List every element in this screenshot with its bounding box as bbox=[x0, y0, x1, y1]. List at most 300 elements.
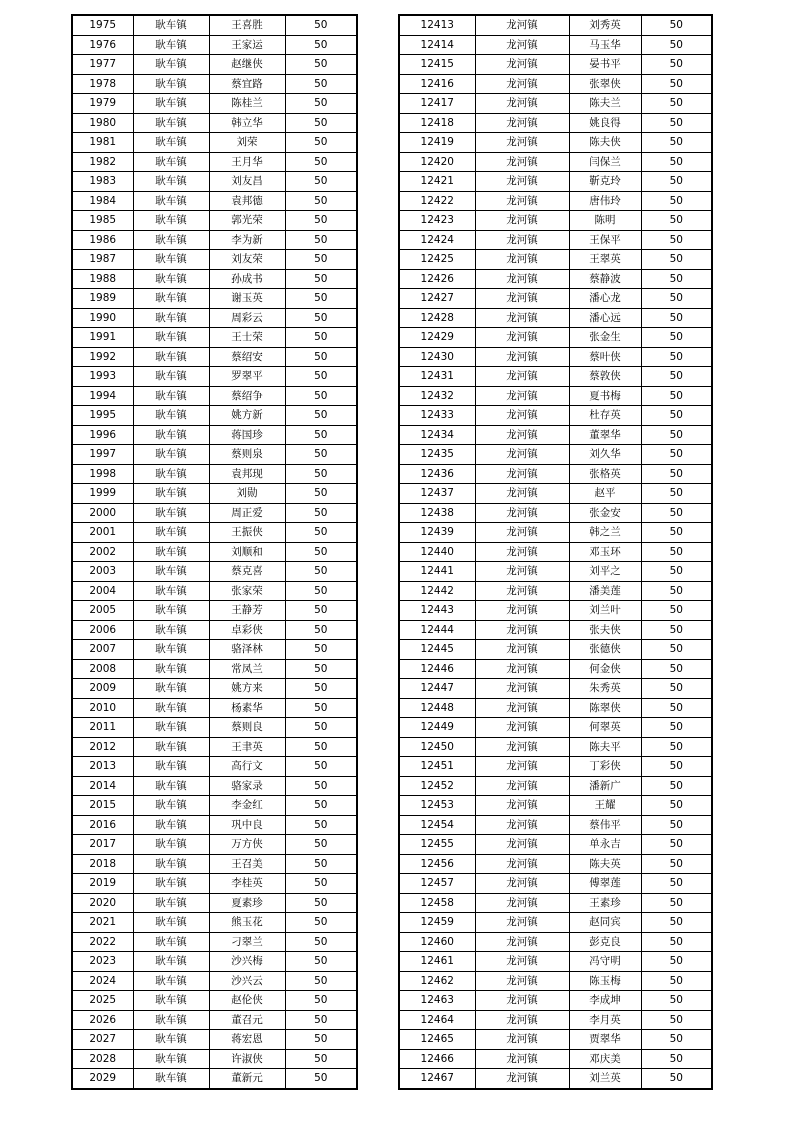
serial-number-cell: 12464 bbox=[399, 1010, 475, 1030]
amount-cell: 50 bbox=[285, 172, 357, 192]
town-cell: 耿车镇 bbox=[133, 854, 209, 874]
name-cell: 何翠英 bbox=[569, 718, 641, 738]
table-row bbox=[399, 172, 712, 192]
town-cell: 耿车镇 bbox=[133, 445, 209, 465]
amount-cell: 50 bbox=[641, 1010, 712, 1030]
name-cell: 许淑侠 bbox=[209, 1049, 285, 1069]
table-row bbox=[72, 913, 357, 933]
name-cell: 张翠侠 bbox=[569, 74, 641, 94]
amount-cell: 50 bbox=[285, 113, 357, 133]
amount-cell: 50 bbox=[641, 913, 712, 933]
name-cell: 何金侠 bbox=[569, 659, 641, 679]
table-row bbox=[72, 230, 357, 250]
town-cell: 龙河镇 bbox=[475, 757, 569, 777]
town-cell: 耿车镇 bbox=[133, 1049, 209, 1069]
serial-number-cell: 12454 bbox=[399, 815, 475, 835]
town-cell: 耿车镇 bbox=[133, 152, 209, 172]
table-row bbox=[72, 874, 357, 894]
table-row bbox=[72, 15, 357, 35]
table-row bbox=[399, 601, 712, 621]
table-row bbox=[72, 503, 357, 523]
serial-number-cell: 2011 bbox=[72, 718, 133, 738]
table-row bbox=[399, 484, 712, 504]
table-row bbox=[399, 308, 712, 328]
serial-number-cell: 1991 bbox=[72, 328, 133, 348]
town-cell: 龙河镇 bbox=[475, 952, 569, 972]
amount-cell: 50 bbox=[641, 94, 712, 114]
name-cell: 蔡则泉 bbox=[209, 445, 285, 465]
table-row bbox=[72, 737, 357, 757]
amount-cell: 50 bbox=[641, 971, 712, 991]
name-cell: 陈夫侠 bbox=[569, 133, 641, 153]
town-cell: 龙河镇 bbox=[475, 581, 569, 601]
town-cell: 龙河镇 bbox=[475, 55, 569, 75]
amount-cell: 50 bbox=[285, 308, 357, 328]
name-cell: 唐伟玲 bbox=[569, 191, 641, 211]
table-row bbox=[72, 698, 357, 718]
name-cell: 董翠华 bbox=[569, 425, 641, 445]
amount-cell: 50 bbox=[641, 191, 712, 211]
amount-cell: 50 bbox=[285, 74, 357, 94]
table-row bbox=[399, 1030, 712, 1050]
table-row bbox=[399, 1049, 712, 1069]
serial-number-cell: 12437 bbox=[399, 484, 475, 504]
serial-number-cell: 12465 bbox=[399, 1030, 475, 1050]
town-cell: 耿车镇 bbox=[133, 659, 209, 679]
table-row bbox=[72, 601, 357, 621]
amount-cell: 50 bbox=[641, 328, 712, 348]
serial-number-cell: 12459 bbox=[399, 913, 475, 933]
serial-number-cell: 12425 bbox=[399, 250, 475, 270]
town-cell: 龙河镇 bbox=[475, 15, 569, 35]
table-row bbox=[399, 913, 712, 933]
table-row bbox=[399, 932, 712, 952]
table-row bbox=[399, 835, 712, 855]
town-cell: 龙河镇 bbox=[475, 659, 569, 679]
serial-number-cell: 2001 bbox=[72, 523, 133, 543]
amount-cell: 50 bbox=[285, 191, 357, 211]
amount-cell: 50 bbox=[641, 484, 712, 504]
town-cell: 龙河镇 bbox=[475, 523, 569, 543]
serial-number-cell: 12422 bbox=[399, 191, 475, 211]
amount-cell: 50 bbox=[641, 659, 712, 679]
table-row bbox=[399, 971, 712, 991]
name-cell: 蔡叶侠 bbox=[569, 347, 641, 367]
serial-number-cell: 12453 bbox=[399, 796, 475, 816]
name-cell: 李月英 bbox=[569, 1010, 641, 1030]
town-cell: 耿车镇 bbox=[133, 1069, 209, 1089]
serial-number-cell: 2022 bbox=[72, 932, 133, 952]
table-row bbox=[399, 94, 712, 114]
name-cell: 潘新广 bbox=[569, 776, 641, 796]
table-row bbox=[399, 367, 712, 387]
town-cell: 耿车镇 bbox=[133, 464, 209, 484]
town-cell: 龙河镇 bbox=[475, 172, 569, 192]
town-cell: 耿车镇 bbox=[133, 74, 209, 94]
table-row bbox=[399, 15, 712, 35]
town-cell: 耿车镇 bbox=[133, 1030, 209, 1050]
serial-number-cell: 1982 bbox=[72, 152, 133, 172]
table-row bbox=[72, 269, 357, 289]
name-cell: 蔡伟平 bbox=[569, 815, 641, 835]
amount-cell: 50 bbox=[641, 152, 712, 172]
name-cell: 张格英 bbox=[569, 464, 641, 484]
table-row bbox=[72, 835, 357, 855]
table-row bbox=[72, 1030, 357, 1050]
amount-cell: 50 bbox=[641, 581, 712, 601]
town-cell: 耿车镇 bbox=[133, 893, 209, 913]
name-cell: 董召元 bbox=[209, 1010, 285, 1030]
amount-cell: 50 bbox=[641, 464, 712, 484]
serial-number-cell: 12419 bbox=[399, 133, 475, 153]
name-cell: 陈夫英 bbox=[569, 854, 641, 874]
table-row bbox=[399, 152, 712, 172]
amount-cell: 50 bbox=[641, 991, 712, 1011]
serial-number-cell: 2025 bbox=[72, 991, 133, 1011]
serial-number-cell: 2005 bbox=[72, 601, 133, 621]
serial-number-cell: 12435 bbox=[399, 445, 475, 465]
name-cell: 巩中良 bbox=[209, 815, 285, 835]
town-cell: 耿车镇 bbox=[133, 952, 209, 972]
serial-number-cell: 12433 bbox=[399, 406, 475, 426]
serial-number-cell: 2007 bbox=[72, 640, 133, 660]
name-cell: 韩立华 bbox=[209, 113, 285, 133]
table-row bbox=[399, 113, 712, 133]
table-row bbox=[72, 484, 357, 504]
name-cell: 刘平之 bbox=[569, 562, 641, 582]
table-row bbox=[399, 289, 712, 309]
amount-cell: 50 bbox=[285, 328, 357, 348]
name-cell: 王保平 bbox=[569, 230, 641, 250]
table-row bbox=[72, 406, 357, 426]
name-cell: 骆泽林 bbox=[209, 640, 285, 660]
serial-number-cell: 12420 bbox=[399, 152, 475, 172]
table-row bbox=[72, 464, 357, 484]
table-row bbox=[399, 328, 712, 348]
name-cell: 沙兴梅 bbox=[209, 952, 285, 972]
name-cell: 罗翠平 bbox=[209, 367, 285, 387]
table-row bbox=[399, 74, 712, 94]
name-cell: 赵继侠 bbox=[209, 55, 285, 75]
table-row bbox=[72, 991, 357, 1011]
serial-number-cell: 12426 bbox=[399, 269, 475, 289]
amount-cell: 50 bbox=[285, 1069, 357, 1089]
town-cell: 耿车镇 bbox=[133, 913, 209, 933]
town-cell: 龙河镇 bbox=[475, 854, 569, 874]
name-cell: 刘友昌 bbox=[209, 172, 285, 192]
amount-cell: 50 bbox=[285, 230, 357, 250]
table-row bbox=[72, 94, 357, 114]
amount-cell: 50 bbox=[641, 113, 712, 133]
table-row bbox=[399, 815, 712, 835]
table-row bbox=[399, 35, 712, 55]
name-cell: 王月华 bbox=[209, 152, 285, 172]
serial-number-cell: 1980 bbox=[72, 113, 133, 133]
name-cell: 王静芳 bbox=[209, 601, 285, 621]
town-cell: 龙河镇 bbox=[475, 640, 569, 660]
name-cell: 蔡敦侠 bbox=[569, 367, 641, 387]
serial-number-cell: 1983 bbox=[72, 172, 133, 192]
table-row bbox=[72, 328, 357, 348]
table-row bbox=[72, 367, 357, 387]
amount-cell: 50 bbox=[285, 503, 357, 523]
town-cell: 龙河镇 bbox=[475, 289, 569, 309]
name-cell: 周彩云 bbox=[209, 308, 285, 328]
amount-cell: 50 bbox=[641, 542, 712, 562]
amount-cell: 50 bbox=[285, 581, 357, 601]
table-row bbox=[399, 445, 712, 465]
town-cell: 龙河镇 bbox=[475, 386, 569, 406]
serial-number-cell: 12452 bbox=[399, 776, 475, 796]
town-cell: 耿车镇 bbox=[133, 620, 209, 640]
serial-number-cell: 2026 bbox=[72, 1010, 133, 1030]
name-cell: 王振侠 bbox=[209, 523, 285, 543]
name-cell: 傅翠莲 bbox=[569, 874, 641, 894]
name-cell: 张夫侠 bbox=[569, 620, 641, 640]
amount-cell: 50 bbox=[285, 367, 357, 387]
amount-cell: 50 bbox=[285, 347, 357, 367]
serial-number-cell: 12451 bbox=[399, 757, 475, 777]
amount-cell: 50 bbox=[641, 698, 712, 718]
serial-number-cell: 12423 bbox=[399, 211, 475, 231]
town-cell: 耿车镇 bbox=[133, 971, 209, 991]
town-cell: 耿车镇 bbox=[133, 757, 209, 777]
name-cell: 李桂英 bbox=[209, 874, 285, 894]
name-cell: 朱秀英 bbox=[569, 679, 641, 699]
table-row bbox=[72, 172, 357, 192]
serial-number-cell: 12430 bbox=[399, 347, 475, 367]
serial-number-cell: 1985 bbox=[72, 211, 133, 231]
amount-cell: 50 bbox=[641, 133, 712, 153]
amount-cell: 50 bbox=[641, 1049, 712, 1069]
serial-number-cell: 12460 bbox=[399, 932, 475, 952]
serial-number-cell: 12444 bbox=[399, 620, 475, 640]
table-row bbox=[72, 425, 357, 445]
serial-number-cell: 1990 bbox=[72, 308, 133, 328]
name-cell: 王家运 bbox=[209, 35, 285, 55]
table-row bbox=[72, 854, 357, 874]
amount-cell: 50 bbox=[285, 15, 357, 35]
table-row bbox=[72, 386, 357, 406]
amount-cell: 50 bbox=[641, 952, 712, 972]
amount-cell: 50 bbox=[641, 776, 712, 796]
town-cell: 龙河镇 bbox=[475, 874, 569, 894]
town-cell: 龙河镇 bbox=[475, 1010, 569, 1030]
amount-cell: 50 bbox=[641, 35, 712, 55]
amount-cell: 50 bbox=[285, 952, 357, 972]
serial-number-cell: 2018 bbox=[72, 854, 133, 874]
amount-cell: 50 bbox=[641, 425, 712, 445]
amount-cell: 50 bbox=[641, 406, 712, 426]
name-cell: 陈玉梅 bbox=[569, 971, 641, 991]
town-cell: 龙河镇 bbox=[475, 133, 569, 153]
serial-number-cell: 2023 bbox=[72, 952, 133, 972]
table-row bbox=[72, 757, 357, 777]
serial-number-cell: 1988 bbox=[72, 269, 133, 289]
name-cell: 蒋国珍 bbox=[209, 425, 285, 445]
amount-cell: 50 bbox=[285, 425, 357, 445]
table-row bbox=[72, 932, 357, 952]
name-cell: 高行文 bbox=[209, 757, 285, 777]
town-cell: 耿车镇 bbox=[133, 523, 209, 543]
amount-cell: 50 bbox=[641, 289, 712, 309]
name-cell: 靳克玲 bbox=[569, 172, 641, 192]
name-cell: 蒋宏恩 bbox=[209, 1030, 285, 1050]
amount-cell: 50 bbox=[285, 289, 357, 309]
name-cell: 潘心远 bbox=[569, 308, 641, 328]
town-cell: 耿车镇 bbox=[133, 991, 209, 1011]
town-cell: 龙河镇 bbox=[475, 1049, 569, 1069]
serial-number-cell: 2006 bbox=[72, 620, 133, 640]
table-row bbox=[399, 406, 712, 426]
serial-number-cell: 2019 bbox=[72, 874, 133, 894]
town-cell: 龙河镇 bbox=[475, 601, 569, 621]
serial-number-cell: 12466 bbox=[399, 1049, 475, 1069]
amount-cell: 50 bbox=[285, 737, 357, 757]
serial-number-cell: 1992 bbox=[72, 347, 133, 367]
town-cell: 龙河镇 bbox=[475, 367, 569, 387]
name-cell: 郭光荣 bbox=[209, 211, 285, 231]
name-cell: 刘秀英 bbox=[569, 15, 641, 35]
table-row bbox=[399, 620, 712, 640]
serial-number-cell: 1998 bbox=[72, 464, 133, 484]
town-cell: 龙河镇 bbox=[475, 796, 569, 816]
town-cell: 龙河镇 bbox=[475, 542, 569, 562]
town-cell: 龙河镇 bbox=[475, 932, 569, 952]
amount-cell: 50 bbox=[285, 386, 357, 406]
amount-cell: 50 bbox=[285, 796, 357, 816]
town-cell: 龙河镇 bbox=[475, 425, 569, 445]
town-cell: 龙河镇 bbox=[475, 347, 569, 367]
town-cell: 龙河镇 bbox=[475, 484, 569, 504]
town-cell: 耿车镇 bbox=[133, 250, 209, 270]
name-cell: 赵平 bbox=[569, 484, 641, 504]
town-cell: 龙河镇 bbox=[475, 94, 569, 114]
name-cell: 潘心龙 bbox=[569, 289, 641, 309]
name-cell: 李成坤 bbox=[569, 991, 641, 1011]
amount-cell: 50 bbox=[285, 562, 357, 582]
name-cell: 蔡克喜 bbox=[209, 562, 285, 582]
amount-cell: 50 bbox=[285, 211, 357, 231]
name-cell: 骆家录 bbox=[209, 776, 285, 796]
serial-number-cell: 12416 bbox=[399, 74, 475, 94]
amount-cell: 50 bbox=[285, 484, 357, 504]
town-cell: 耿车镇 bbox=[133, 406, 209, 426]
table-row bbox=[399, 776, 712, 796]
table-row bbox=[399, 640, 712, 660]
serial-number-cell: 12421 bbox=[399, 172, 475, 192]
amount-cell: 50 bbox=[641, 679, 712, 699]
town-cell: 耿车镇 bbox=[133, 289, 209, 309]
amount-cell: 50 bbox=[641, 932, 712, 952]
serial-number-cell: 12462 bbox=[399, 971, 475, 991]
table-row bbox=[72, 971, 357, 991]
name-cell: 陈明 bbox=[569, 211, 641, 231]
amount-cell: 50 bbox=[641, 601, 712, 621]
name-cell: 刘荣 bbox=[209, 133, 285, 153]
table-row bbox=[399, 659, 712, 679]
amount-cell: 50 bbox=[641, 269, 712, 289]
serial-number-cell: 12438 bbox=[399, 503, 475, 523]
town-cell: 耿车镇 bbox=[133, 55, 209, 75]
serial-number-cell: 12461 bbox=[399, 952, 475, 972]
serial-number-cell: 12424 bbox=[399, 230, 475, 250]
name-cell: 万方侠 bbox=[209, 835, 285, 855]
table-row bbox=[72, 445, 357, 465]
serial-number-cell: 12434 bbox=[399, 425, 475, 445]
name-cell: 王召美 bbox=[209, 854, 285, 874]
amount-cell: 50 bbox=[641, 230, 712, 250]
table-row bbox=[399, 230, 712, 250]
name-cell: 常凤兰 bbox=[209, 659, 285, 679]
table-row bbox=[399, 250, 712, 270]
name-cell: 陈夫兰 bbox=[569, 94, 641, 114]
town-cell: 龙河镇 bbox=[475, 698, 569, 718]
name-cell: 袁邦德 bbox=[209, 191, 285, 211]
amount-cell: 50 bbox=[285, 1030, 357, 1050]
town-cell: 耿车镇 bbox=[133, 542, 209, 562]
amount-cell: 50 bbox=[641, 367, 712, 387]
town-cell: 耿车镇 bbox=[133, 737, 209, 757]
serial-number-cell: 12450 bbox=[399, 737, 475, 757]
name-cell: 袁邦现 bbox=[209, 464, 285, 484]
table-row bbox=[72, 659, 357, 679]
amount-cell: 50 bbox=[285, 893, 357, 913]
name-cell: 谢玉英 bbox=[209, 289, 285, 309]
town-cell: 龙河镇 bbox=[475, 35, 569, 55]
table-row bbox=[399, 757, 712, 777]
table-row bbox=[399, 893, 712, 913]
table-row bbox=[399, 1069, 712, 1089]
amount-cell: 50 bbox=[285, 659, 357, 679]
name-cell: 刘兰英 bbox=[569, 1069, 641, 1089]
name-cell: 王士荣 bbox=[209, 328, 285, 348]
name-cell: 杜存英 bbox=[569, 406, 641, 426]
serial-number-cell: 12418 bbox=[399, 113, 475, 133]
serial-number-cell: 2029 bbox=[72, 1069, 133, 1089]
serial-number-cell: 1986 bbox=[72, 230, 133, 250]
town-cell: 龙河镇 bbox=[475, 620, 569, 640]
town-cell: 耿车镇 bbox=[133, 191, 209, 211]
serial-number-cell: 1984 bbox=[72, 191, 133, 211]
serial-number-cell: 1981 bbox=[72, 133, 133, 153]
town-cell: 耿车镇 bbox=[133, 484, 209, 504]
amount-cell: 50 bbox=[641, 640, 712, 660]
amount-cell: 50 bbox=[641, 1069, 712, 1089]
town-cell: 耿车镇 bbox=[133, 347, 209, 367]
amount-cell: 50 bbox=[641, 757, 712, 777]
town-cell: 龙河镇 bbox=[475, 1069, 569, 1089]
table-row bbox=[72, 581, 357, 601]
serial-number-cell: 2015 bbox=[72, 796, 133, 816]
name-cell: 王喜胜 bbox=[209, 15, 285, 35]
name-cell: 王素珍 bbox=[569, 893, 641, 913]
serial-number-cell: 1989 bbox=[72, 289, 133, 309]
serial-number-cell: 12429 bbox=[399, 328, 475, 348]
serial-number-cell: 12427 bbox=[399, 289, 475, 309]
name-cell: 韩之兰 bbox=[569, 523, 641, 543]
name-cell: 刁翠兰 bbox=[209, 932, 285, 952]
serial-number-cell: 12417 bbox=[399, 94, 475, 114]
table-row bbox=[72, 542, 357, 562]
name-cell: 张金生 bbox=[569, 328, 641, 348]
amount-cell: 50 bbox=[641, 74, 712, 94]
name-cell: 王翠英 bbox=[569, 250, 641, 270]
town-cell: 耿车镇 bbox=[133, 562, 209, 582]
amount-cell: 50 bbox=[285, 55, 357, 75]
serial-number-cell: 2010 bbox=[72, 698, 133, 718]
town-cell: 龙河镇 bbox=[475, 308, 569, 328]
